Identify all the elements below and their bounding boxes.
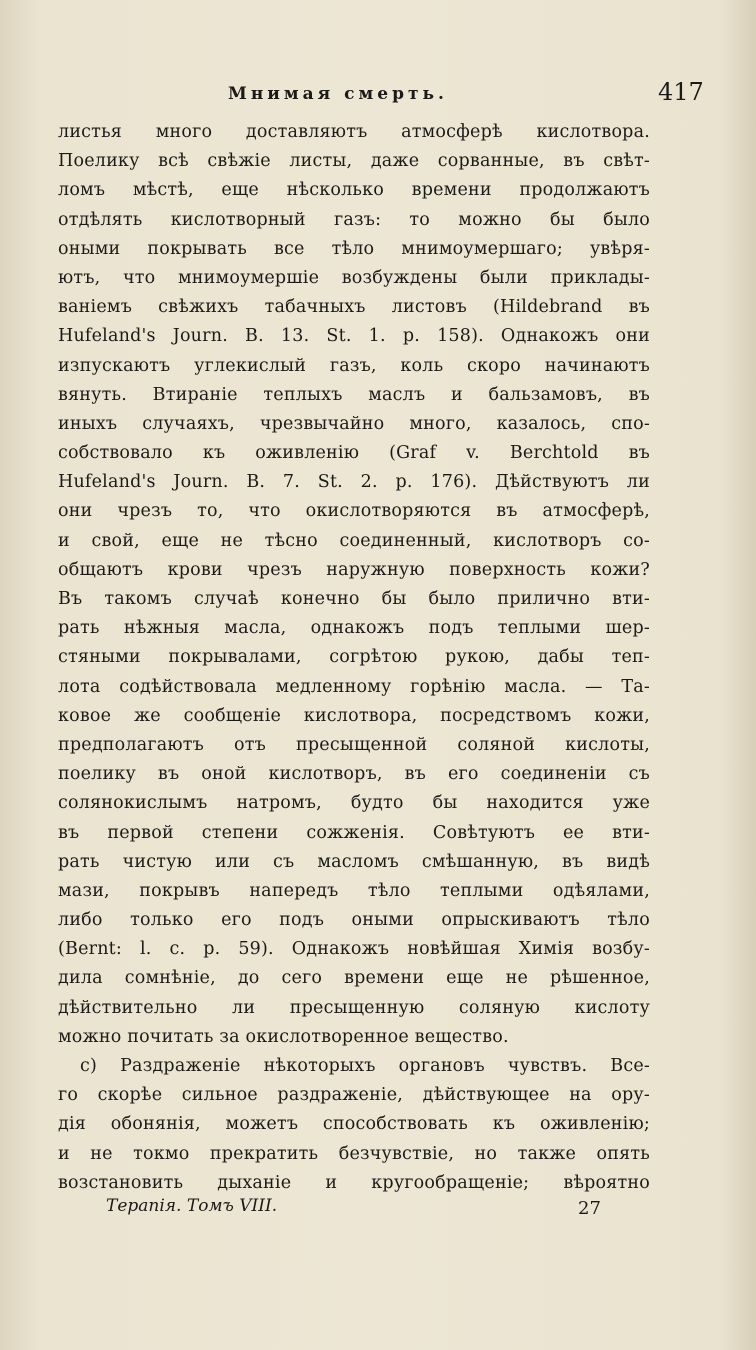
text-line: ютъ, что мнимоумершіе возбуждены были приклады- <box>58 267 650 288</box>
text-line: дила сомнѣніе, до сего времени еще не рѣшенное, <box>58 968 650 989</box>
text-line: изпускаютъ углекислый газъ, коль скоро начинаютъ <box>58 355 650 376</box>
text-line: дѣйствительно ли пресыщенную соляную кислоту <box>58 997 650 1018</box>
text-line: лота содѣйствовала медленному горѣнію масла. — Та- <box>58 676 650 697</box>
text-line: собствовало къ оживленію (Graf v. Berchtold въ <box>58 443 650 464</box>
text-line: вянуть. Втираніе теплыхъ маслъ и бальзамовъ, въ <box>58 384 650 405</box>
text-line: c) Раздраженіе нѣкоторыхъ органовъ чувствъ. Все- <box>80 1056 650 1076</box>
sheet-number: 27 <box>578 1198 601 1219</box>
text-line: дія обонянія, можетъ способствовать къ оживленію; <box>58 1114 650 1135</box>
text-line: въ первой степени сожженія. Совѣтуютъ ее вти- <box>58 822 650 843</box>
text-line: возстановить дыханіе и кругообращеніе; вѣроятно <box>58 1172 650 1193</box>
text-line: Hufeland's Journ. B. 13. St. 1. p. 158). Однакожъ они <box>58 326 650 347</box>
text-line: иныхъ случаяхъ, чрезвычайно много, казалось, спо- <box>58 413 650 434</box>
text-line: ваніемъ свѣжихъ табачныхъ листовъ (Hildebrand въ <box>58 297 650 318</box>
text-line: оными покрывать все тѣло мнимоумершаго; увѣря- <box>58 238 650 259</box>
body-text <box>58 118 650 1198</box>
text-line: либо только его подъ оными опрыскиваютъ тѣло <box>58 910 650 931</box>
text-line: можно почитать за окислотворенное вещество. <box>58 1026 509 1047</box>
text-line: Hufeland's Journ. B. 7. St. 2. p. 176). Дѣйствуютъ ли <box>58 472 650 493</box>
text-line: солянокислымъ натромъ, будто бы находится уже <box>58 793 650 814</box>
text-line: и свой, еще не тѣсно соединенный, кислотворъ со- <box>58 530 650 551</box>
text-line: и не токмо прекратить безчувствіе, но также опять <box>58 1143 650 1164</box>
printer-signature: Терапія. Томъ VIII. <box>106 1196 278 1216</box>
page-number: 417 <box>658 78 704 106</box>
text-line: отдѣлять кислотворный газъ: то можно бы было <box>58 209 650 230</box>
text-line: мази, покрывъ напередъ тѣло теплыми одѣялами, <box>58 880 650 901</box>
text-line: (Bernt: l. c. p. 59). Однакожъ новѣйшая Химія возбу- <box>58 939 650 960</box>
text-line: рать чистую или съ масломъ смѣшанную, въ видѣ <box>58 851 650 872</box>
text-line: рать нѣжныя масла, однакожъ подъ теплыми шер- <box>58 618 650 639</box>
running-title: Мнимая смерть. <box>228 84 448 104</box>
text-line: стяными покрывалами, согрѣтою рукою, дабы теп- <box>58 647 650 668</box>
text-line: Поелику всѣ свѣжіе листы, даже сорванные, въ свѣт- <box>58 151 650 172</box>
text-line: поелику въ оной кислотворъ, въ его соединеніи съ <box>58 764 650 785</box>
text-line: они чрезъ то, что окислотворяются въ атмосферѣ, <box>58 501 650 522</box>
text-line: листья много доставляютъ атмосферѣ кислотвора. <box>58 122 650 142</box>
page-header <box>58 78 704 114</box>
text-line: ломъ мѣстѣ, еще нѣсколько времени продолжаютъ <box>58 180 650 201</box>
text-line: Въ такомъ случаѣ конечно бы было прилично вти- <box>58 589 650 609</box>
text-line: ковое же сообщеніе кислотвора, посредствомъ кожи, <box>58 705 650 726</box>
text-line: го скорѣе сильное раздраженіе, дѣйствующее на ору- <box>58 1085 650 1106</box>
text-line: предполагаютъ отъ пресыщенной соляной кислоты, <box>58 734 650 755</box>
text-line: общаютъ крови чрезъ наружную поверхность кожи? <box>58 559 650 580</box>
page-footer <box>58 1192 658 1232</box>
